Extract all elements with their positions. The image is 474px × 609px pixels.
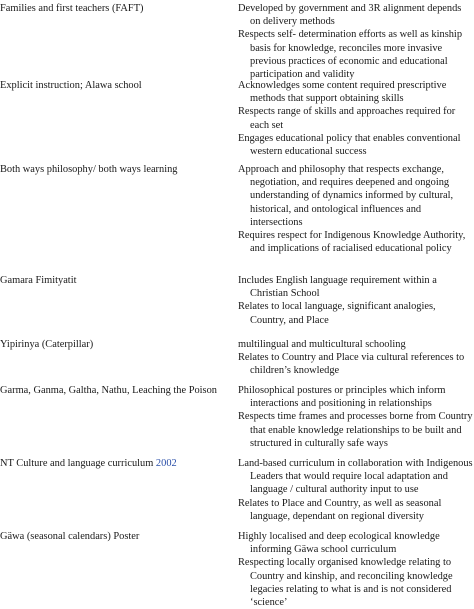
description-item: Acknowledges some content required prescriptive methods that support obtaining skills: [238, 80, 447, 105]
description-item: Philosophical postures or principles which inform interactions and positioning in relationships: [238, 385, 446, 410]
program-name: Yipirinya (Caterpillar): [0, 339, 94, 350]
table-row: [0, 274, 474, 338]
description-cell: [238, 274, 474, 327]
description-item: Respects self- determination efforts as well as kinship basis for knowledge, reconciles more invasive previous practices of economic and educational participation and validity: [238, 29, 463, 81]
table-row: [0, 338, 474, 384]
description-item: Relates to Country and Place via cultural references to children’s knowledge: [238, 352, 465, 377]
table-row: [0, 2, 474, 79]
description-item: Respecting locally organised knowledge relating to Country and kinship, and reconciling knowledge legacies relating to what is and is not considered ‘science’: [238, 557, 453, 609]
description-item: Developed by government and 3R alignment depends on delivery methods: [238, 3, 462, 28]
description-cell: [238, 79, 474, 158]
description-item: Requires respect for Indigenous Knowledge Authority, and implications of racialised educational policy: [238, 230, 466, 255]
program-name: Families and first teachers (FAFT): [0, 3, 144, 14]
citation-link[interactable]: 2002: [155, 458, 177, 469]
description-item: Respects range of skills and approaches required for each set: [238, 106, 456, 131]
program-name: NT Culture and language curriculum 2002: [0, 458, 177, 469]
description-item: Relates to Place and Country, as well as seasonal language, dependant on regional diversity: [238, 497, 442, 522]
table-row: [0, 79, 474, 163]
table-row: [0, 384, 474, 457]
description-item: Land-based curriculum in collaboration with Indigenous Leaders that would require local adaptation and language / cultural authority input to use: [238, 458, 473, 496]
program-name: Both ways philosophy/ both ways learning: [0, 164, 178, 175]
program-name: Garma, Ganma, Galtha, Nathu, Leaching the Poison: [0, 385, 217, 396]
table-row: [0, 457, 474, 530]
description-cell: [238, 530, 474, 609]
description-item: Includes English language requirement within a Christian School: [238, 275, 437, 300]
description-item: Approach and philosophy that respects exchange, negotiation, and requires deepened and ongoing understanding of dynamics informed by cultural, historical, and ontological influences and intersections: [238, 164, 454, 228]
table-row: [0, 163, 474, 274]
description-cell: [238, 2, 474, 81]
program-name: Gamara Fimityatit: [0, 275, 77, 286]
description-cell: [238, 338, 474, 378]
description-item: Highly localised and deep ecological knowledge informing Gäwa school curriculum: [238, 531, 440, 556]
description-item: Relates to local language, significant analogies, Country, and Place: [238, 301, 436, 326]
description-item: Engages educational policy that enables conventional western educational success: [238, 132, 461, 158]
program-name: Gäwa (seasonal calendars) Poster: [0, 531, 140, 542]
description-cell: [238, 163, 474, 255]
program-name: Explicit instruction; Alawa school: [0, 80, 142, 91]
description-item: multilingual and multicultural schooling: [238, 339, 406, 350]
description-cell: [238, 457, 474, 523]
description-item: Respects time frames and processes borne from Country that enable knowledge relationships to be built and structured in culturally safe ways: [238, 411, 473, 449]
table-row: [0, 530, 474, 609]
comparison-table: [0, 2, 474, 609]
description-cell: [238, 384, 474, 450]
